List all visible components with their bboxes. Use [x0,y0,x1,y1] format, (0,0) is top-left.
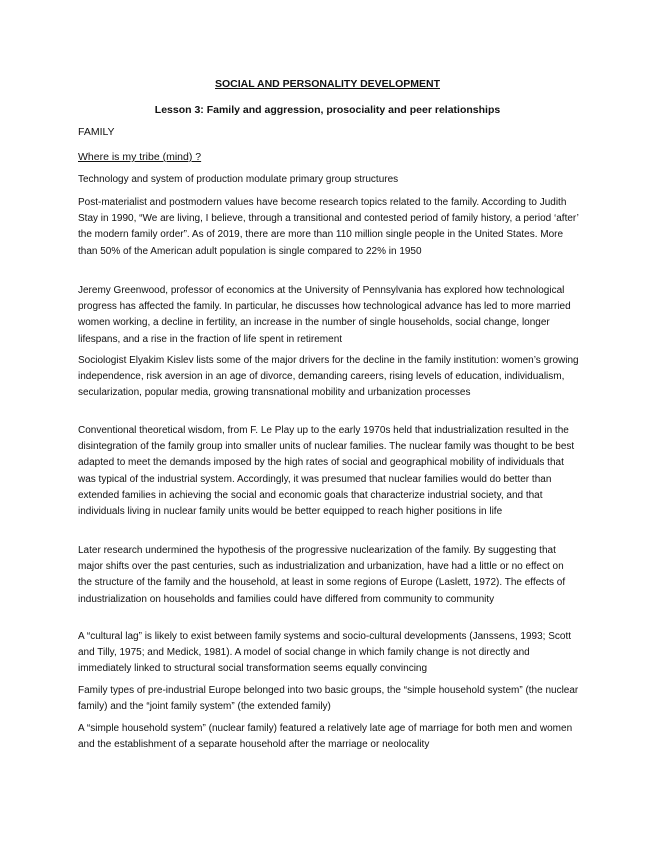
paragraph: Family types of pre-industrial Europe belonged into two basic groups, the “simple household system” (the nuclear family) and the “joint family system” (the extended family) [78,685,579,713]
paragraph: Later research undermined the hypothesis of the progressive nuclearization of the family. By suggesting that major shifts over the past centuries, such as industrialization and urbanization, have had a little or no effect on the structure of the family and the household, at least in some regions of Europe (Laslett, 1972). The effects of industrialization on households and families could have differed from community to community [78,545,566,605]
paragraph: Technology and system of production modulate primary group structures [78,174,399,185]
paragraph: Conventional theoretical wisdom, from F. Le Play up to the early 1970s held that industrialization resulted in the disintegration of the family group into smaller units of nuclear families. The nuclear family was thought to be best adapted to meet the demands imposed by the high rates of social and geographical mobility of individuals that was typical of the industrial system. Accordingly, it was presumed that nuclear families would do better than extended families in achieving the social and economic goals that characterize industrial society, and that individuals living in nuclear family units would be better equipped to reach higher positions in life [78,425,575,518]
paragraph: A “simple household system” (nuclear family) featured a relatively late age of marriage for both men and women and the establishment of a separate household after the marriage or neolocality [78,723,573,751]
paragraph: Jeremy Greenwood, professor of economics at the University of Pennsylvania has explored how technological progress has affected the family. In particular, he discusses how technological advance has led to more married women working, a decline in fertility, an increase in the number of single households, social change, longer lifespans, and a rise in the fraction of life spent in retirement [78,285,571,345]
section-heading: FAMILY [78,126,115,138]
paragraph: Sociologist Elyakim Kislev lists some of the major drivers for the decline in the family institution: women’s growing independence, risk aversion in an age of divorce, demanding careers, rising levels of education, individualism, secularization, popular media, growing transnational mobility and urbanization processes [78,355,579,399]
subsection-heading: Where is my tribe (mind) ? [78,151,202,163]
document-title: SOCIAL AND PERSONALITY DEVELOPMENT [215,78,440,90]
lesson-subtitle: Lesson 3: Family and aggression, prosociality and peer relationships [154,104,501,116]
paragraph: Post-materialist and postmodern values have become research topics related to the family. According to Judith Stay in 1990, “We are living, I believe, through a transitional and contested period of family history, a period ‘after’ the modern family order”. As of 2019, there are more than 110 million single people in the United States. More than 50% of the American adult population is single compared to 22% in 1950 [78,197,579,257]
paragraph: A “cultural lag” is likely to exist between family systems and socio-cultural developments (Janssens, 1993; Scott and Tilly, 1975; and Medick, 1981). A model of social change in which family change is not directly and immediately linked to structural social transformation seems equally convincing [78,631,571,675]
